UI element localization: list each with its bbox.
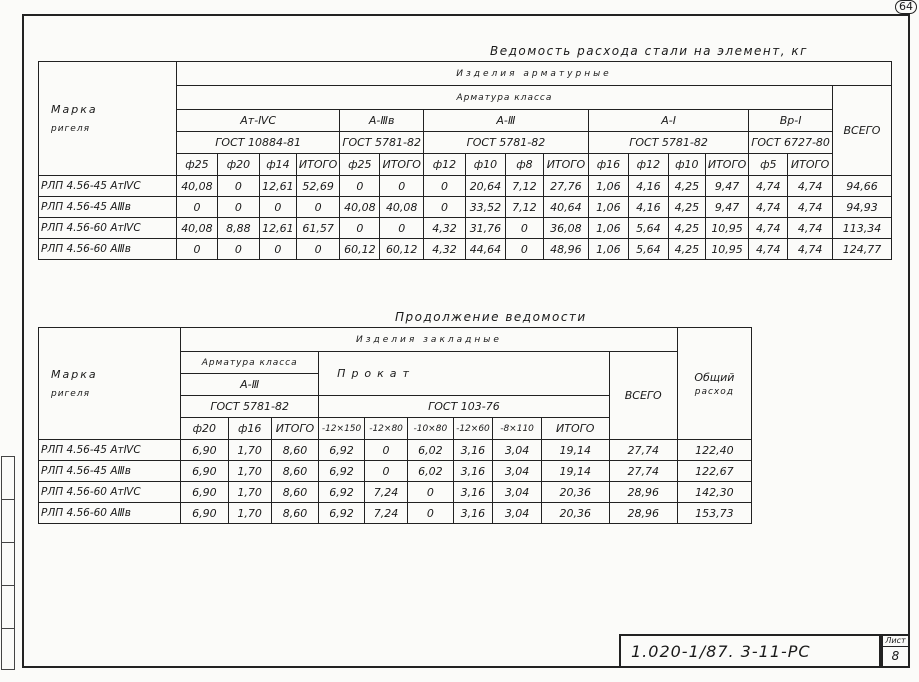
column-header: -12×80 (364, 418, 407, 440)
gost-header: ГОСТ 5781-82 (340, 132, 424, 154)
table-cell: 94,66 (832, 176, 891, 197)
column-header: ф20 (181, 418, 228, 440)
table-cell: 9,47 (705, 197, 748, 218)
table-cell: 94,93 (832, 197, 891, 218)
table-cell: 10,95 (705, 239, 748, 260)
table-cell: 4,25 (668, 197, 705, 218)
header-class: Арматура класса (176, 86, 832, 110)
sheet-box (881, 634, 910, 668)
table-cell: 19,14 (541, 461, 609, 482)
table-cell: 3,16 (453, 482, 493, 503)
column-header: ф5 (749, 154, 788, 176)
table-cell: 4,16 (628, 197, 668, 218)
table-cell: 1,70 (228, 461, 271, 482)
table-cell: 40,08 (340, 197, 380, 218)
gost-header: ГОСТ 10884-81 (176, 132, 339, 154)
table-cell: 3,16 (453, 503, 493, 524)
column-header: ф12 (628, 154, 668, 176)
table-cell: 122,67 (677, 461, 751, 482)
table-cell: 3,04 (493, 503, 541, 524)
column-header: ИТОГО (705, 154, 748, 176)
table-cell: 122,40 (677, 440, 751, 461)
column-header: ф8 (505, 154, 543, 176)
header-rolled: Прокат (319, 352, 610, 396)
table-cell: 8,88 (217, 218, 259, 239)
table-cell: 6,90 (181, 461, 228, 482)
table-cell: 3,04 (493, 461, 541, 482)
table-cell: 40,08 (176, 218, 217, 239)
table-cell: 60,12 (340, 239, 380, 260)
sheet-label: Лист (883, 636, 908, 647)
column-header: ф20 (217, 154, 259, 176)
table-cell: 124,77 (832, 239, 891, 260)
table-cell: 12,61 (259, 218, 296, 239)
row-mark: РЛП 4.56-45 АтⅣС (39, 176, 177, 197)
row-mark: РЛП 4.56-60 АтⅣС (39, 482, 181, 503)
table-row (39, 503, 752, 524)
table-cell: 3,16 (453, 440, 493, 461)
table-cell: 27,74 (609, 461, 677, 482)
table-cell: 8,60 (271, 503, 318, 524)
steel-table-embedded (38, 327, 752, 524)
table-cell: 60,12 (380, 239, 424, 260)
column-header: ИТОГО (788, 154, 833, 176)
table-cell: 0 (340, 176, 380, 197)
table-cell: 4,74 (749, 197, 788, 218)
table-cell: 0 (176, 239, 217, 260)
table-cell: 0 (380, 218, 424, 239)
steel-table-reinforcement (38, 61, 892, 260)
gost-header: ГОСТ 5781-82 (423, 132, 588, 154)
table-cell: 0 (505, 239, 543, 260)
table-cell: 0 (217, 176, 259, 197)
table-cell: 40,08 (176, 176, 217, 197)
table-cell: 27,74 (609, 440, 677, 461)
table-cell: 6,02 (408, 461, 453, 482)
table-cell: 6,92 (319, 482, 365, 503)
column-header: ИТОГО (541, 418, 609, 440)
header-total: ВСЕГО (832, 86, 891, 176)
table-cell: 4,25 (668, 239, 705, 260)
header-products: Изделия арматурные (176, 62, 891, 86)
group-header: А-Ⅲ (423, 110, 588, 132)
table-cell: 6,92 (319, 440, 365, 461)
column-header: ИТОГО (380, 154, 424, 176)
table-cell: 4,74 (749, 176, 788, 197)
column-header: -8×110 (493, 418, 541, 440)
table-cell: 20,36 (541, 503, 609, 524)
table-cell: 12,61 (259, 176, 296, 197)
table-cell: 6,02 (408, 440, 453, 461)
page-number: 64 (895, 0, 917, 14)
column-header: -12×60 (453, 418, 493, 440)
column-header: ИТОГО (296, 154, 339, 176)
table-cell: 3,04 (493, 440, 541, 461)
table-cell: 4,74 (788, 197, 833, 218)
table-cell: 0 (259, 197, 296, 218)
table-cell: 4,25 (668, 218, 705, 239)
table-cell: 4,32 (423, 239, 465, 260)
row-mark: РЛП 4.56-60 АтⅣС (39, 218, 177, 239)
row-mark: РЛП 4.56-45 АⅢв (39, 197, 177, 218)
gost-header: ГОСТ 5781-82 (588, 132, 748, 154)
table-cell: 19,14 (541, 440, 609, 461)
table-cell: 7,12 (505, 197, 543, 218)
column-header: -12×150 (319, 418, 365, 440)
column-header: ф16 (228, 418, 271, 440)
table-row (39, 239, 892, 260)
header-class: Арматура класса (181, 352, 319, 374)
table-cell: 0 (408, 482, 453, 503)
table-cell: 7,12 (505, 176, 543, 197)
column-header: ф14 (259, 154, 296, 176)
table-cell: 61,57 (296, 218, 339, 239)
table-cell: 0 (259, 239, 296, 260)
table-row (39, 197, 892, 218)
table-cell: 33,52 (465, 197, 505, 218)
table-cell: 4,25 (668, 176, 705, 197)
table-cell: 0 (217, 197, 259, 218)
row-mark: РЛП 4.56-45 АтⅣС (39, 440, 181, 461)
table-row (39, 218, 892, 239)
table-cell: 0 (423, 197, 465, 218)
table-row (39, 440, 752, 461)
document-code: 1.020-1/87. 3-11-РС (619, 634, 881, 668)
table-cell: 4,32 (423, 218, 465, 239)
table-cell: 7,24 (364, 482, 407, 503)
table-cell: 36,08 (543, 218, 588, 239)
table-cell: 20,36 (541, 482, 609, 503)
table1-title: Ведомость расхода стали на элемент, кг (490, 44, 808, 58)
table-cell: 0 (340, 218, 380, 239)
table-cell: 48,96 (543, 239, 588, 260)
header-mark: Марка ригеля (39, 328, 181, 440)
group-header: Вр-I (749, 110, 833, 132)
table-cell: 0 (296, 197, 339, 218)
header-products: Изделия закладные (181, 328, 678, 352)
row-mark: РЛП 4.56-45 АⅢв (39, 461, 181, 482)
group-header: Ат-ⅣС (176, 110, 339, 132)
header-mark: Марка ригеля (39, 62, 177, 176)
table-cell: 5,64 (628, 239, 668, 260)
table-cell: 0 (364, 440, 407, 461)
table-cell: 6,92 (319, 503, 365, 524)
group-header: А-I (588, 110, 748, 132)
table-cell: 0 (380, 176, 424, 197)
gost-header: ГОСТ 5781-82 (181, 396, 319, 418)
table-cell: 0 (296, 239, 339, 260)
table-cell: 1,70 (228, 482, 271, 503)
table-row (39, 482, 752, 503)
table-cell: 31,76 (465, 218, 505, 239)
table-cell: 27,76 (543, 176, 588, 197)
table-cell: 8,60 (271, 440, 318, 461)
table2-title: Продолжение ведомости (395, 310, 587, 324)
table-cell: 4,74 (788, 239, 833, 260)
table-cell: 20,64 (465, 176, 505, 197)
table-cell: 0 (364, 461, 407, 482)
table-cell: 28,96 (609, 503, 677, 524)
table-cell: 28,96 (609, 482, 677, 503)
table-cell: 4,74 (788, 176, 833, 197)
table-cell: 10,95 (705, 218, 748, 239)
column-header: -10×80 (408, 418, 453, 440)
table-cell: 0 (505, 218, 543, 239)
table-cell: 1,70 (228, 503, 271, 524)
table-cell: 4,74 (749, 239, 788, 260)
header-total: ВСЕГО (609, 352, 677, 440)
header-overall: Общий расход (677, 328, 751, 440)
table-cell: 52,69 (296, 176, 339, 197)
column-header: ф12 (423, 154, 465, 176)
table-cell: 6,90 (181, 440, 228, 461)
row-mark: РЛП 4.56-60 АⅢв (39, 239, 177, 260)
column-header: ИТОГО (271, 418, 318, 440)
table-cell: 40,64 (543, 197, 588, 218)
table-cell: 8,60 (271, 461, 318, 482)
table-cell: 44,64 (465, 239, 505, 260)
column-header: ф10 (465, 154, 505, 176)
table-cell: 6,92 (319, 461, 365, 482)
table-cell: 1,06 (588, 176, 628, 197)
table-cell: 6,90 (181, 482, 228, 503)
table-cell: 9,47 (705, 176, 748, 197)
table-cell: 1,06 (588, 197, 628, 218)
row-mark: РЛП 4.56-60 АⅢв (39, 503, 181, 524)
sheet-number: 8 (891, 649, 900, 663)
table-cell: 8,60 (271, 482, 318, 503)
table-cell: 7,24 (364, 503, 407, 524)
table-cell: 4,16 (628, 176, 668, 197)
table-cell: 0 (408, 503, 453, 524)
table-cell: 1,06 (588, 239, 628, 260)
table-cell: 4,74 (788, 218, 833, 239)
table-cell: 1,70 (228, 440, 271, 461)
table-cell: 40,08 (380, 197, 424, 218)
group-header: А-Ⅲв (340, 110, 424, 132)
table-cell: 0 (176, 197, 217, 218)
table-cell: 1,06 (588, 218, 628, 239)
column-header: ф10 (668, 154, 705, 176)
table-cell: 113,34 (832, 218, 891, 239)
table-cell: 4,74 (749, 218, 788, 239)
column-header: ф16 (588, 154, 628, 176)
table-cell: 0 (423, 176, 465, 197)
table-cell: 0 (217, 239, 259, 260)
table-cell: 6,90 (181, 503, 228, 524)
table-cell: 5,64 (628, 218, 668, 239)
table-cell: 142,30 (677, 482, 751, 503)
table-cell: 3,04 (493, 482, 541, 503)
table-row (39, 461, 752, 482)
table-cell: 3,16 (453, 461, 493, 482)
column-header: ф25 (340, 154, 380, 176)
column-header: ф25 (176, 154, 217, 176)
column-header: ИТОГО (543, 154, 588, 176)
gost-header: ГОСТ 103-76 (319, 396, 610, 418)
binding-margin-box (1, 456, 15, 670)
group-header: А-Ⅲ (181, 374, 319, 396)
gost-header: ГОСТ 6727-80 (749, 132, 833, 154)
table-cell: 153,73 (677, 503, 751, 524)
table-row (39, 176, 892, 197)
